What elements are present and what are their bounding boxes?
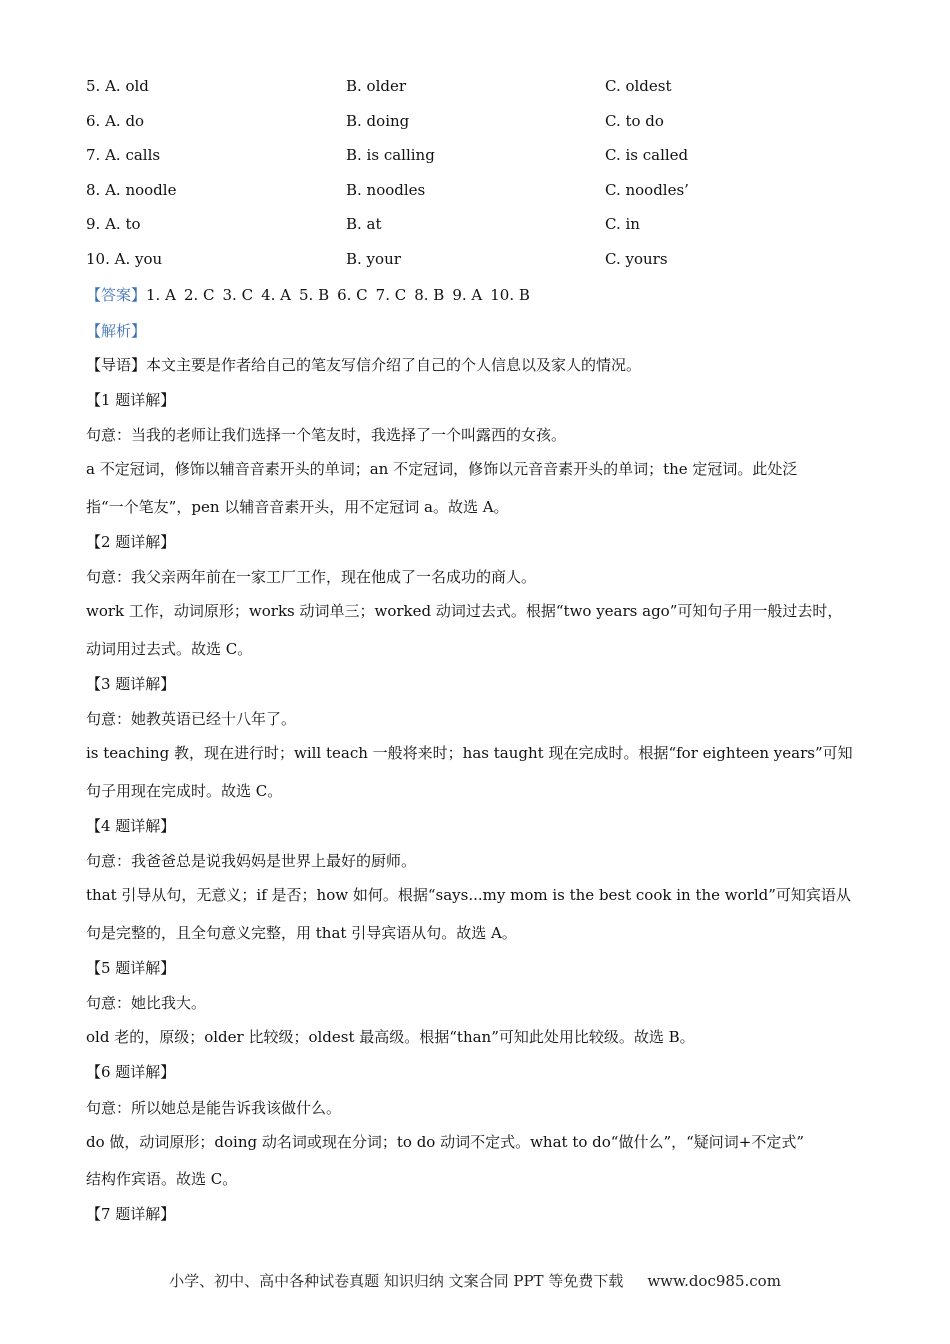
option-b: B. older	[346, 77, 407, 95]
option-a: 8. A. noodle	[86, 181, 177, 199]
option-b: B. at	[346, 215, 382, 233]
explanation-line: that 引导从句，无意义；if 是否；how 如何。根据“says...my mom is the best cook in the world”可知宾语从	[86, 886, 851, 904]
answer-item: 9. A	[452, 286, 483, 304]
section-heading: 【3 题详解】	[86, 675, 176, 693]
answer-item: 5. B	[298, 286, 330, 304]
explanation-line: a 不定冠词，修饰以辅音音素开头的单词；an 不定冠词，修饰以元音音素开头的单词；the 定冠词。此处泛	[86, 460, 798, 478]
option-c: C. is called	[605, 146, 689, 164]
meaning-line: 句意：我父亲两年前在一家工厂工作，现在他成了一名成功的商人。	[86, 568, 537, 586]
section-heading: 【7 题详解】	[86, 1205, 176, 1223]
analysis-tag: 【解析】	[86, 322, 147, 340]
intro-line: 【导语】本文主要是作者给自己的笔友写信介绍了自己的个人信息以及家人的情况。	[86, 356, 642, 374]
option-a: 9. A. to	[86, 215, 141, 233]
option-a: 6. A. do	[86, 112, 145, 130]
answer-item: 2. C	[183, 286, 215, 304]
section-heading: 【5 题详解】	[86, 959, 176, 977]
section-heading: 【4 题详解】	[86, 817, 176, 835]
meaning-line: 句意：我爸爸总是说我妈妈是世界上最好的厨师。	[86, 852, 417, 870]
answer-item: 10. B	[490, 286, 530, 304]
meaning-line: 句意：她教英语已经十八年了。	[86, 710, 297, 728]
answer-item: 1. A	[146, 286, 176, 304]
meaning-line: 句意：当我的老师让我们选择一个笔友时，我选择了一个叫露西的女孩。	[86, 426, 567, 444]
option-c: C. to do	[605, 112, 664, 130]
footer-text: 小学、初中、高中各种试卷真题 知识归纳 文案合同 PPT 等免费下载	[169, 1272, 624, 1290]
option-b: B. noodles	[346, 181, 426, 199]
explanation-line: 句是完整的，且全句意义完整，用 that 引导宾语从句。故选 A。	[86, 924, 517, 942]
option-b: B. your	[346, 250, 401, 268]
option-a: 10. A. you	[86, 250, 163, 268]
option-c: C. in	[605, 215, 640, 233]
option-a: 7. A. calls	[86, 146, 161, 164]
explanation-line: 结构作宾语。故选 C。	[86, 1170, 238, 1188]
option-c: C. yours	[605, 250, 668, 268]
meaning-line: 句意：所以她总是能告诉我该做什么。	[86, 1099, 342, 1117]
explanation-line: do 做，动词原形；doing 动名词或现在分词；to do 动词不定式。what to do“做什么”，“疑问词+不定式”	[86, 1133, 805, 1151]
explanation-line: work 工作，动词原形；works 动词单三；worked 动词过去式。根据“two years ago”可知句子用一般过去时，	[86, 602, 843, 620]
option-a: 5. A. old	[86, 77, 149, 95]
explanation-line: 动词用过去式。故选 C。	[86, 640, 253, 658]
option-c: C. noodles’	[605, 181, 689, 199]
option-b: B. doing	[346, 112, 410, 130]
section-heading: 【1 题详解】	[86, 391, 176, 409]
answer-line	[86, 284, 538, 305]
meaning-line: 句意：她比我大。	[86, 994, 207, 1012]
option-c: C. oldest	[605, 77, 672, 95]
page-footer	[0, 1270, 950, 1291]
footer-url[interactable]: www.doc985.com	[647, 1272, 781, 1290]
section-heading: 【6 题详解】	[86, 1063, 176, 1081]
answer-tag: 【答案】	[86, 286, 147, 304]
explanation-line: is teaching 教，现在进行时；will teach 一般将来时；has taught 现在完成时。根据“for eighteen years”可知	[86, 744, 853, 762]
answer-item: 3. C	[222, 286, 254, 304]
option-b: B. is calling	[346, 146, 435, 164]
explanation-line: 句子用现在完成时。故选 C。	[86, 782, 283, 800]
answer-item: 8. B	[414, 286, 445, 304]
answer-item: 6. C	[337, 286, 368, 304]
answer-item: 4. A	[261, 286, 291, 304]
answer-item: 7. C	[375, 286, 407, 304]
explanation-line: old 老的，原级；older 比较级；oldest 最高级。根据“than”可知此处用比较级。故选 B。	[86, 1028, 695, 1046]
section-heading: 【2 题详解】	[86, 533, 176, 551]
explanation-line: 指“一个笔友”，pen 以辅音音素开头，用不定冠词 a。故选 A。	[86, 498, 509, 516]
